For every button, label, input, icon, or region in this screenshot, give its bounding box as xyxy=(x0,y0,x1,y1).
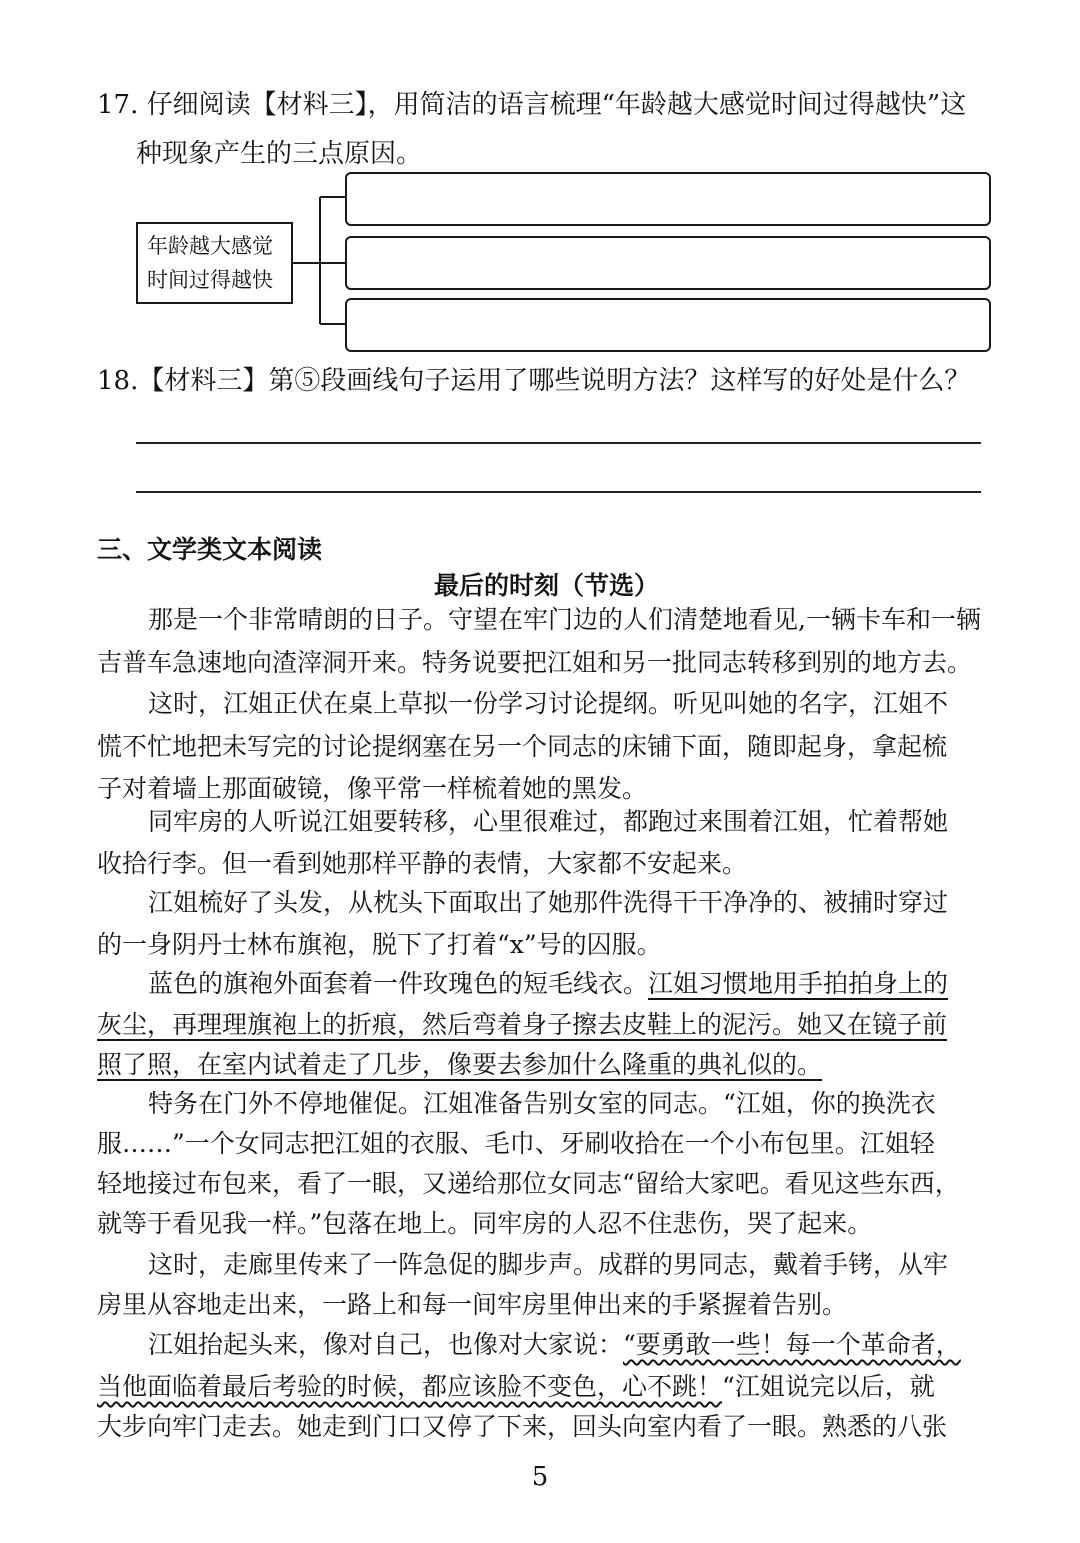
answer-box-2[interactable] xyxy=(345,236,991,290)
passage-title: 最后的时刻（节选） xyxy=(434,571,660,600)
passage-line xyxy=(148,967,948,1001)
wavy-underlined-sentence: 当他面临着最后考验的时候，都应该脸不变色，心不跳！ xyxy=(97,1372,723,1401)
diagram-label-line1: 年龄越大感觉 xyxy=(147,234,273,258)
passage-line: 这时，江姐正伏在桌上草拟一份学习讨论提纲。听见叫她的名字，江姐不 xyxy=(148,689,949,718)
passage-text: 蓝色的旗袍外面套着一件玫瑰色的短毛线衣。 xyxy=(148,969,649,998)
answer-box-1[interactable] xyxy=(345,172,991,226)
passage-text: “江姐说完以后，就 xyxy=(722,1372,935,1401)
passage-line: 轻地接过布包来，看了一眼，又递给那位女同志“留给大家吧。看见这些东西， xyxy=(97,1169,960,1198)
wavy-underlined-sentence: “要勇敢一些！每一个革命者， xyxy=(623,1330,961,1359)
passage-line: 服……”一个女同志把江姐的衣服、毛巾、牙刷收拾在一个小布包里。江姐轻 xyxy=(97,1129,935,1158)
passage-line xyxy=(97,1008,947,1042)
q17-line1: 17. 仔细阅读【材料三】，用简洁的语言梳理“年龄越大感觉时间过得越快”这 xyxy=(97,90,967,120)
passage-line: 收拾行李。但一看到她那样平静的表情，大家都不安起来。 xyxy=(97,849,748,878)
passage-line xyxy=(148,1328,961,1362)
passage-line: 吉普车急速地向渣滓洞开来。特务说要把江姐和另一批同志转移到别的地方去。 xyxy=(97,648,973,677)
passage-line: 同牢房的人听说江姐要转移，心里很难过，都跑过来围着江姐，忙着帮她 xyxy=(148,807,949,836)
passage-line: 子对着墙上那面破镜，像平常一样梳着她的黑发。 xyxy=(97,774,648,803)
passage-line: 慌不忙地把未写完的讨论提纲塞在另一个同志的床铺下面，随即起身，拿起梳 xyxy=(97,732,948,761)
passage-line: 那是一个非常晴朗的日子。守望在牢门边的人们清楚地看见,一辆卡车和一辆 xyxy=(148,605,981,634)
passage-line: 房里从容地走出来，一路上和每一间牢房里伸出来的手紧握着告别。 xyxy=(97,1290,848,1319)
answer-line-1[interactable] xyxy=(136,442,981,444)
underlined-sentence: 照了照，在室内试着走了几步，像要去参加什么隆重的典礼似的。 xyxy=(97,1050,823,1079)
page-number: 5 xyxy=(531,1462,549,1492)
passage-line: 特务在门外不停地催促。江姐准备告别女室的同志。“江姐，你的换洗衣 xyxy=(148,1089,936,1118)
section-heading: 三、文学类文本阅读 xyxy=(97,535,323,564)
passage-line: 就等于看见我一样。”包落在地上。同牢房的人忍不住悲伤，哭了起来。 xyxy=(97,1209,873,1238)
q17-line2: 种现象产生的三点原因。 xyxy=(136,139,423,169)
passage-line: 这时，走廊里传来了一阵急促的脚步声。成群的男同志，戴着手铐，从牢 xyxy=(148,1250,949,1279)
answer-line-2[interactable] xyxy=(136,491,981,493)
passage-line xyxy=(97,1370,935,1404)
underlined-sentence: 江姐习惯地用手拍拍身上的 xyxy=(648,969,949,998)
passage-text: 江姐抬起头来，像对自己，也像对大家说： xyxy=(148,1330,624,1359)
answer-box-3[interactable] xyxy=(345,298,991,352)
passage-line: 江姐梳好了头发，从枕头下面取出了她那件洗得干干净净的、被捕时穿过 xyxy=(148,888,949,917)
passage-line xyxy=(97,1048,822,1082)
diagram-label-line2: 时间过得越快 xyxy=(147,268,273,292)
underlined-sentence: 灰尘，再理理旗袍上的折痕，然后弯着身子擦去皮鞋上的泥污。她又在镜子前 xyxy=(97,1010,948,1039)
passage-line: 的一身阴丹士林布旗袍，脱下了打着“x”号的囚服。 xyxy=(97,930,662,959)
passage-line: 大步向牢门走去。她走到门口又停了下来，回头向室内看了一眼。熟悉的八张 xyxy=(97,1412,948,1441)
q18-line1: 18.【材料三】第⑤段画线句子运用了哪些说明方法？这样写的好处是什么？ xyxy=(97,366,971,396)
